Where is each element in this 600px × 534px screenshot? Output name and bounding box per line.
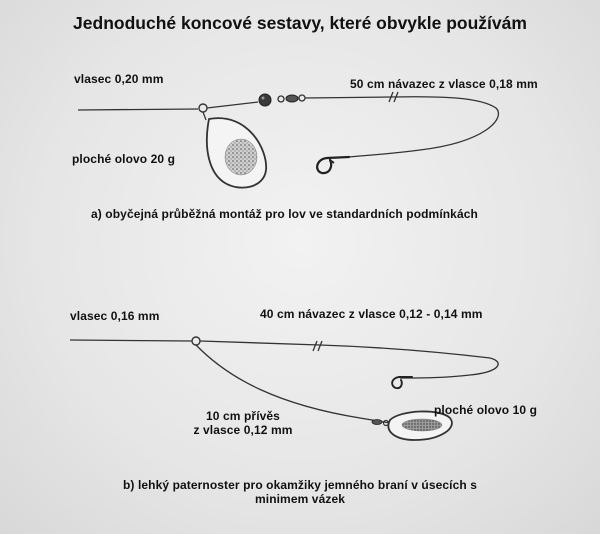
rig-b-lead-texture — [402, 419, 442, 431]
rig-a-main-line — [78, 109, 198, 110]
rig-a-caption: a) obyčejná průběžná montáž pro lov ve standardních podmínkách — [91, 207, 478, 221]
rig-a-leader-label: 50 cm návazec z vlasce 0,18 mm — [350, 77, 538, 91]
rig-b-hook — [392, 377, 412, 388]
rig-b-dropper-label-line2: z vlasce 0,12 mm — [193, 423, 293, 437]
rig-a-swivel — [278, 95, 305, 102]
rig-a-leader-line — [305, 97, 498, 158]
rig-a-lead-swivel — [199, 104, 207, 112]
rig-b-weight-label: ploché olovo 10 g — [434, 403, 538, 417]
rig-b-caption-line2: minimem vázek — [254, 492, 345, 506]
rig-b-dropper-label-line1: 10 cm přívěs — [206, 409, 280, 423]
rig-b-leader-label: 40 cm návazec z vlasce 0,12 - 0,14 mm — [260, 307, 483, 321]
rig-b-caption — [20, 478, 580, 506]
rig-b-caption-line1: b) lehký paternoster pro okamžiky jemného braní v úsecích s — [122, 478, 477, 492]
rig-b-leader-line — [200, 341, 498, 378]
rig-b-dropper-label — [178, 409, 308, 437]
rig-a-line-label: vlasec 0,20 mm — [74, 72, 164, 86]
rig-a-drawing — [78, 92, 498, 188]
rig-a-lead-texture — [225, 139, 257, 175]
rig-a-line-to-bead — [207, 102, 258, 108]
rig-a-hook — [317, 157, 349, 173]
rig-b-paternoster-ring — [192, 337, 200, 345]
rig-a-bead — [259, 94, 271, 106]
rig-a-weight-label: ploché olovo 20 g — [72, 152, 176, 166]
page-title: Jednoduché koncové sestavy, které obvykle používám — [73, 13, 527, 33]
rig-b-main-line — [70, 340, 192, 341]
rig-b-line-label: vlasec 0,16 mm — [70, 309, 160, 323]
rig-b-leader-break-mark — [313, 341, 322, 351]
